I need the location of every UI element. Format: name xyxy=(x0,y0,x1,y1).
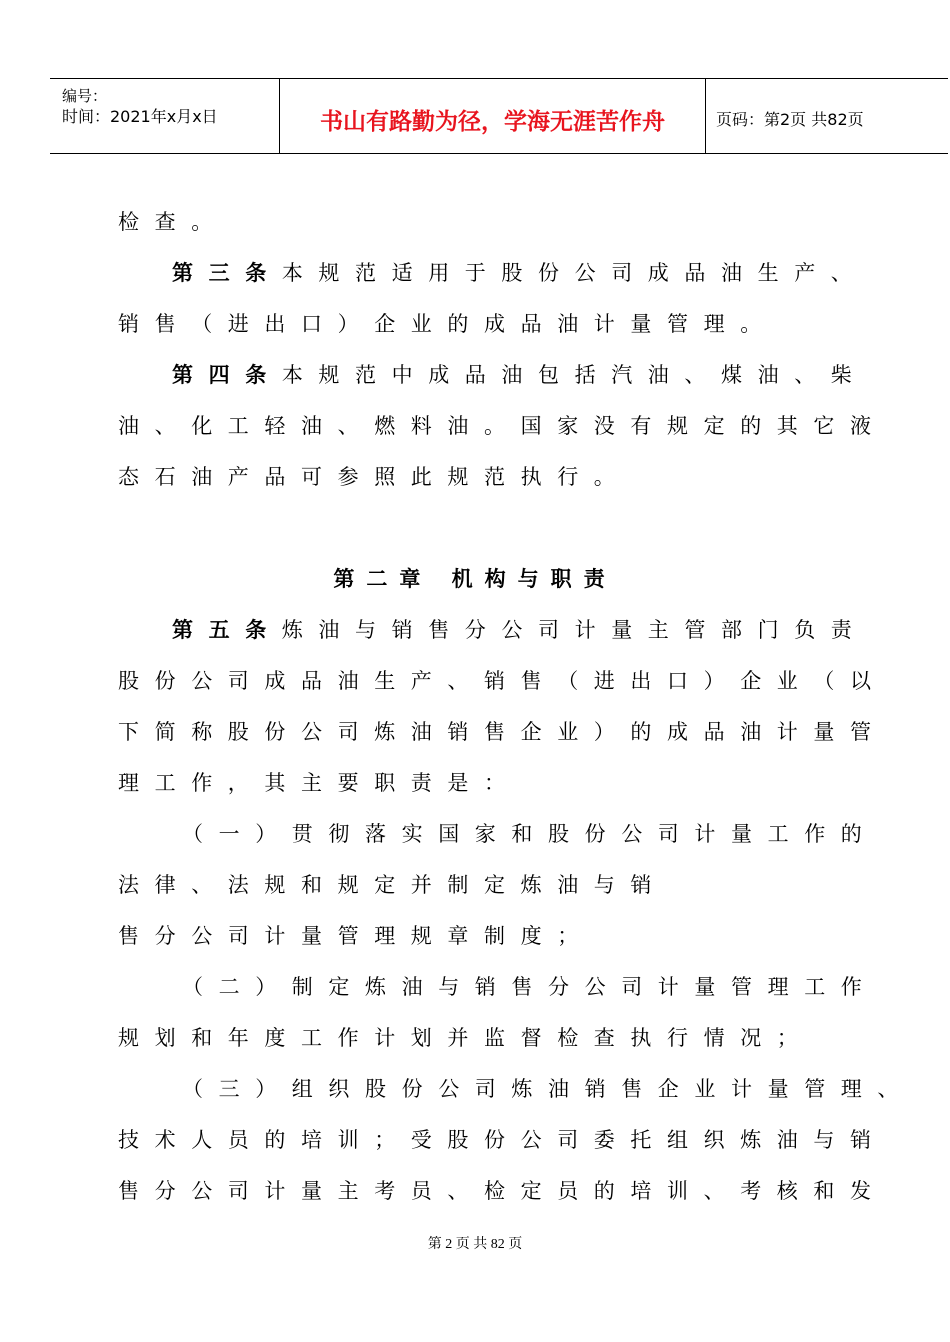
body-line: 售分公司计量主考员、检定员的培训、考核和发 xyxy=(118,1179,887,1203)
page-header xyxy=(50,78,948,154)
doc-time: 时间：2021年x月x日 xyxy=(62,107,218,126)
body-line: 理工作，其主要职责是： xyxy=(118,771,521,795)
page-footer: 第 2 页 共 82 页 xyxy=(427,1237,523,1252)
header-page-info: 页码：第2页 共82页 xyxy=(716,110,864,129)
body-line: 下简称股份公司炼油销售企业）的成品油计量管 xyxy=(118,720,887,744)
header-right-cell xyxy=(706,79,948,153)
article-number: 第五条 xyxy=(172,617,282,642)
article-line xyxy=(172,362,867,388)
chapter-heading: 第二章 机构与职责 xyxy=(333,566,617,591)
body-line: （二）制定炼油与销售分公司计量管理工作 xyxy=(182,975,878,999)
article-text: 本规范中成品油包括汽油、煤油、柴 xyxy=(281,363,868,387)
article-number: 第四条 xyxy=(172,362,282,387)
article-line xyxy=(172,617,867,643)
body-line: 油、化工轻油、燃料油。国家没有规定的其它液 xyxy=(118,414,887,438)
body-line: （一）贯彻落实国家和股份公司计量工作的 xyxy=(182,822,878,846)
body-line: 技术人员的培训；受股份公司委托组织炼油与销 xyxy=(118,1128,887,1152)
body-line: 售分公司计量管理规章制度； xyxy=(118,924,594,948)
header-middle-cell xyxy=(280,79,706,153)
header-left-cell xyxy=(50,79,280,153)
body-line: 股份公司成品油生产、销售（进出口）企业（以 xyxy=(118,669,887,693)
article-line xyxy=(172,260,867,286)
body-line: 销售（进出口）企业的成品油计量管理。 xyxy=(118,312,777,336)
body-line: 法律、法规和规定并制定炼油与销 xyxy=(118,873,667,897)
article-text: 本规范适用于股份公司成品油生产、 xyxy=(281,261,868,285)
body-line: 规划和年度工作计划并监督检查执行情况； xyxy=(118,1026,814,1050)
article-number: 第三条 xyxy=(172,260,282,285)
doc-code-label: 编号： xyxy=(62,87,108,105)
body-line: 态石油产品可参照此规范执行。 xyxy=(118,465,631,489)
body-line: 检查。 xyxy=(118,210,228,234)
article-text: 炼油与销售分公司计量主管部门负责 xyxy=(281,618,868,642)
header-motto: 书山有路勤为径，学海无涯苦作舟 xyxy=(320,109,665,135)
body-line: （三）组织股份公司炼油销售企业计量管理、 xyxy=(182,1077,914,1101)
